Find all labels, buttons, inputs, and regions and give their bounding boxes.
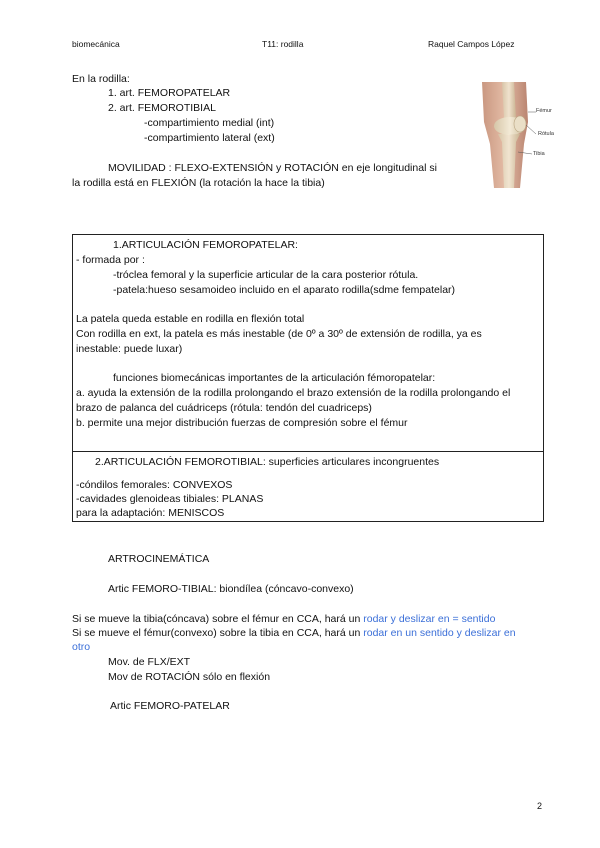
box1-bullet-1: -tróclea femoral y la superficie articular de la cara posterior rótula. (113, 269, 419, 281)
box1-functions-title: funciones biomecánicas importantes de la articulación fémoropatelar: (113, 372, 436, 384)
femoropatelar-box (72, 234, 544, 452)
box1-paragraph-3: inestable: puede luxar) (76, 343, 183, 355)
artro-femoro-patelar: Artic FEMORO-PATELAR (110, 700, 230, 712)
box2-line-3: para la adaptación: MENISCOS (76, 507, 225, 519)
figure-label-rotula: Rótula (538, 131, 554, 137)
box2-line-2: -cavidades glenoideas tibiales: PLANAS (76, 493, 264, 505)
box1-function-a-1: a. ayuda la extensión de la rodilla prolongando el brazo extensión de la rodilla prolongando el (76, 387, 511, 399)
box1-paragraph-1: La patela queda estable en rodilla en flexión total (76, 313, 305, 325)
box1-title: 1.ARTICULACIÓN FEMOROPATELAR: (113, 239, 298, 251)
movilidad-line-2: la rodilla está en FLEXIÓN (la rotación la hace la tibia) (72, 177, 325, 189)
intro-subitem-2: -compartimiento lateral (ext) (144, 132, 275, 144)
box1-paragraph-2: Con rodilla en ext, la patela es más inestable (de 0º a 30º de extensión de rodilla, ya es (76, 328, 482, 340)
header-topic: T11: rodilla (262, 39, 304, 49)
box1-formada: - formada por : (76, 254, 145, 266)
artro-femoro-tibial: Artic FEMORO-TIBIAL: biondílea (cóncavo-convexo) (108, 583, 354, 595)
intro-subitem-1: -compartimiento medial (int) (144, 117, 275, 129)
box1-bullet-2: -patela:hueso sesamoideo incluido en el aparato rodilla(sdme fempatelar) (113, 284, 456, 296)
sentence-2-highlight: rodar en un sentido y deslizar en (363, 627, 516, 639)
header-author: Raquel Campos López (428, 39, 515, 49)
intro-item-2: 2. art. FEMOROTIBIAL (108, 102, 216, 114)
box1-function-b: b. permite una mejor distribución fuerzas de compresión sobre el fémur (76, 417, 408, 429)
femorotibial-box (72, 451, 544, 522)
sentence-2-highlight-cont: otro (72, 641, 91, 653)
movilidad-line-1: MOVILIDAD : FLEXO-EXTENSIÓN y ROTACIÓN en eje longitudinal si (108, 162, 437, 174)
sentence-1-highlight: rodar y deslizar en = sentido (363, 613, 496, 625)
box2-line-1: -cóndilos femorales: CONVEXOS (76, 479, 233, 491)
figure-label-femur: Fémur (536, 108, 552, 114)
artro-mov-1: Mov. de FLX/EXT (108, 656, 191, 668)
artro-title: ARTROCINEMÁTICA (108, 553, 210, 565)
page-number: 2 (537, 801, 543, 811)
intro-title: En la rodilla: (72, 73, 130, 85)
sentence-1-text: Si se mueve la tibia(cóncava) sobre el fémur en CCA, hará un (72, 613, 364, 625)
box2-title: 2.ARTICULACIÓN FEMOROTIBIAL: superficies articulares incongruentes (95, 456, 440, 468)
artro-sentence-2 (72, 626, 516, 641)
knee-anatomy-figure (474, 82, 554, 188)
intro-item-1: 1. art. FEMOROPATELAR (108, 87, 231, 99)
sentence-2-text: Si se mueve el fémur(convexo) sobre la tibia en CCA, hará un (72, 627, 364, 639)
artro-sentence-1 (72, 612, 495, 627)
header-subject: biomecánica (72, 39, 120, 49)
artro-mov-2: Mov de ROTACIÓN sólo en flexión (108, 671, 271, 683)
figure-label-tibia: Tibia (533, 151, 545, 157)
box1-function-a-2: brazo de palanca del cuádriceps (rótula: tendón del cuadriceps) (76, 402, 372, 414)
